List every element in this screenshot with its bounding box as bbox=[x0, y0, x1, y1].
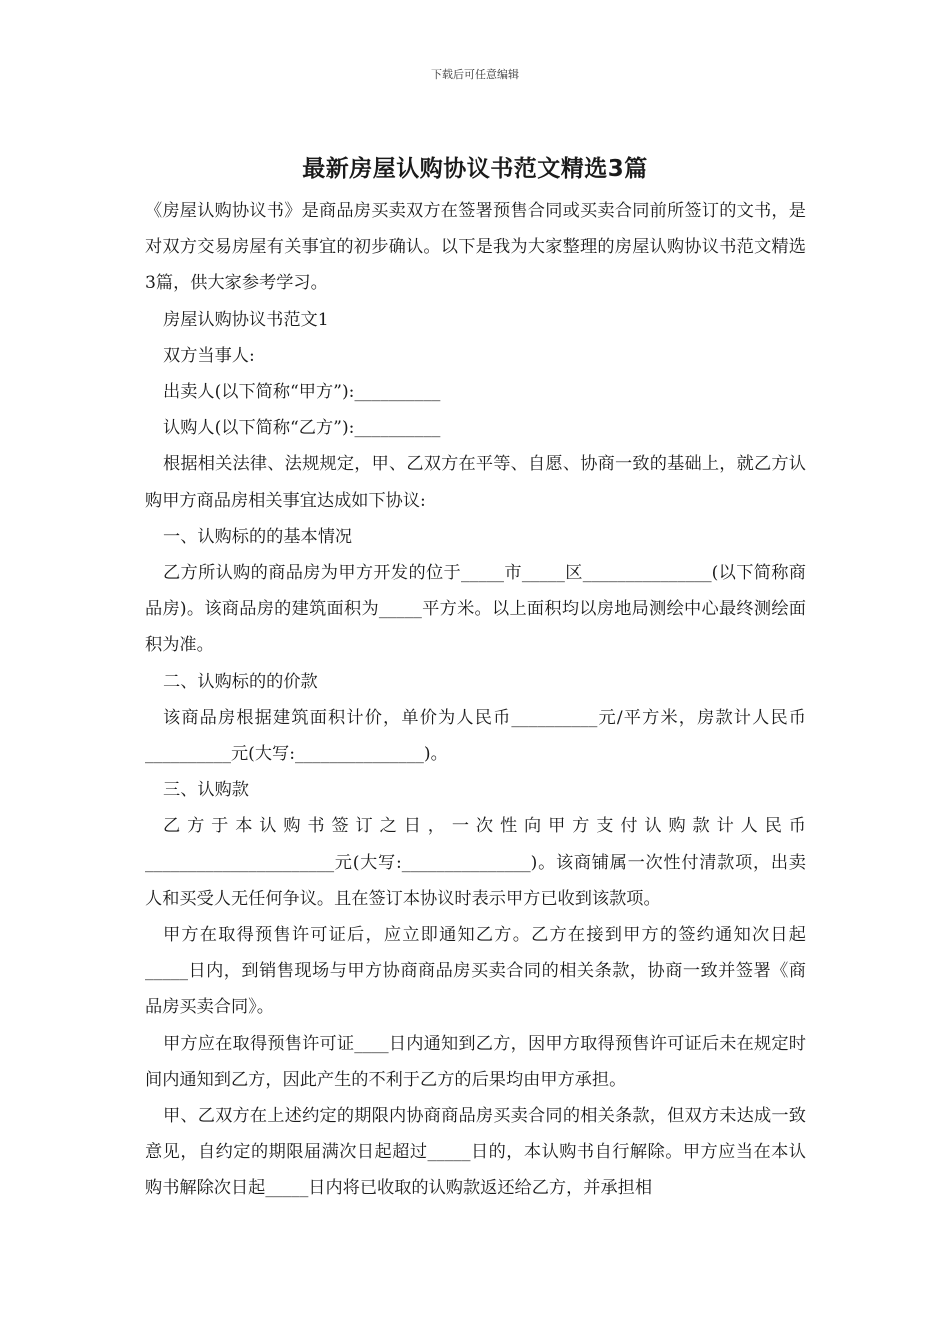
page-header: 下载后可任意编辑 bbox=[431, 68, 519, 81]
paragraph: 乙方于本认购书签订之日，一次性向甲方支付认购款计人民币______________________元(大写:_______________)。该商铺属一次性付清款项，出卖人和买受人无任何争议。且在签订本协议时表示甲方已收到该款项。 bbox=[145, 816, 806, 909]
paragraph: 出卖人(以下简称“甲方”):__________ bbox=[163, 382, 441, 403]
paragraph: 该商品房根据建筑面积计价，单价为人民币__________元/平方米，房款计人民币__________元(大写:_______________)。 bbox=[145, 707, 806, 765]
paragraph: 认购人(以下简称“乙方”):__________ bbox=[163, 418, 441, 439]
paragraph: 乙方所认购的商品房为甲方开发的位于_____市_____区_______________(以下简称商品房)。该商品房的建筑面积为_____平方米。以上面积均以房地局测绘中心最终测绘面积为准。 bbox=[145, 563, 806, 656]
paragraph: 甲方应在取得预售许可证____日内通知到乙方，因甲方取得预售许可证后未在规定时间内通知到乙方，因此产生的不利于乙方的后果均由甲方承担。 bbox=[145, 1033, 806, 1090]
paragraph: 双方当事人: bbox=[163, 345, 255, 366]
paragraph: 二、认购标的的价款 bbox=[163, 671, 318, 692]
paragraph: 根据相关法律、法规规定，甲、乙双方在平等、自愿、协商一致的基础上，就乙方认购甲方商品房相关事宜达成如下协议: bbox=[145, 454, 806, 511]
paragraph: 甲、乙双方在上述约定的期限内协商商品房买卖合同的相关条款，但双方未达成一致意见，自约定的期限届满次日起超过_____日的，本认购书自行解除。甲方应当在本认购书解除次日起_____日内将已收取的认购款返还给乙方，并承担相 bbox=[145, 1106, 806, 1199]
paragraph: 《房屋认购协议书》是商品房买卖双方在签署预售合同或买卖合同前所签订的文书，是对双方交易房屋有关事宜的初步确认。以下是我为大家整理的房屋认购协议书范文精选3篇，供大家参考学习。 bbox=[145, 201, 806, 294]
paragraph: 一、认购标的的基本情况 bbox=[163, 526, 353, 547]
document-body bbox=[145, 193, 806, 1207]
paragraph: 三、认购款 bbox=[163, 780, 249, 801]
paragraph: 房屋认购协议书范文1 bbox=[163, 309, 329, 330]
paragraph: 甲方在取得预售许可证后，应立即通知乙方。乙方在接到甲方的签约通知次日起_____日内，到销售现场与甲方协商商品房买卖合同的相关条款，协商一致并签署《商品房买卖合同》。 bbox=[145, 925, 806, 1018]
document-title: 最新房屋认购协议书范文精选3篇 bbox=[302, 156, 648, 182]
